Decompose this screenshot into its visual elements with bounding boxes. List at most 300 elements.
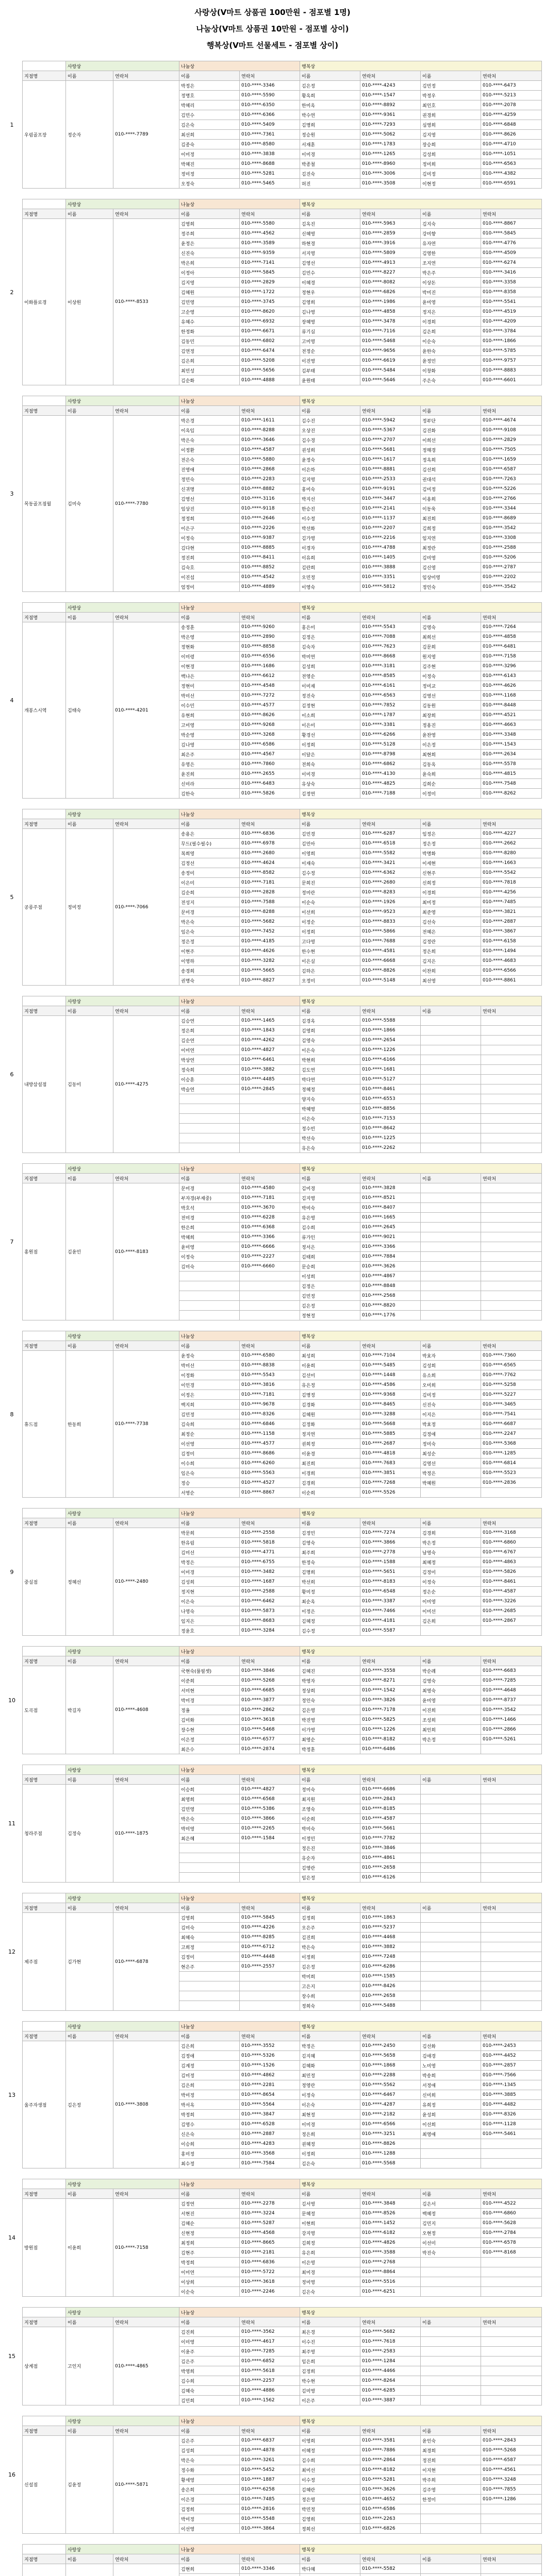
store-section bbox=[2, 2179, 545, 2297]
winner-phone-cell: 010-****-5665 bbox=[240, 966, 300, 976]
winner-phone-cell: 010-****-6846 bbox=[240, 1419, 300, 1429]
winner-name-cell: 김연정 bbox=[179, 346, 240, 356]
winner-name-cell: 정현미 bbox=[179, 681, 240, 691]
column-header-store: 지점명 bbox=[23, 1341, 66, 1351]
winner-name-cell: 박수연 bbox=[300, 110, 360, 120]
winner-name-cell: 최은경 bbox=[300, 2327, 360, 2337]
winner-phone-cell: 010-****-5062 bbox=[360, 130, 421, 140]
winner-name-cell: 김성희 bbox=[421, 1361, 481, 1370]
winner-phone-cell: 010-****-9757 bbox=[481, 356, 542, 366]
winner-phone-cell: 010-****-8620 bbox=[240, 307, 300, 317]
winner-phone-cell: 010-****-2583 bbox=[360, 2347, 421, 2357]
winner-phone-cell: 010-****-3416 bbox=[481, 268, 542, 278]
winner-phone-cell: 010-****-8288 bbox=[240, 426, 300, 435]
winner-name-cell: 조지연 bbox=[421, 258, 481, 268]
winner-name-cell bbox=[421, 1814, 481, 1824]
winner-name-cell: 김민정 bbox=[300, 1291, 360, 1301]
winner-name-cell: 김민수 bbox=[179, 110, 240, 120]
winner-phone-cell: 010-****-1986 bbox=[360, 297, 421, 307]
header-sarang: 사랑상 bbox=[66, 2416, 179, 2426]
winner-name-cell: 윤한숙 bbox=[421, 346, 481, 356]
winner-phone-cell: 010-****-6260 bbox=[240, 1459, 300, 1468]
store-name: 도곡점 bbox=[23, 1666, 66, 1754]
winner-name-cell: 정수빈 bbox=[300, 1124, 360, 1133]
winner-phone-cell bbox=[481, 1814, 542, 1824]
section-number: 11 bbox=[8, 1820, 15, 1827]
winner-phone-cell: 010-****-4283 bbox=[240, 2139, 300, 2149]
winner-name-cell: 김정애 bbox=[179, 2051, 240, 2061]
winner-name-cell: 최성희 bbox=[300, 1351, 360, 1361]
winner-phone-cell: 010-****-8264 bbox=[360, 2376, 421, 2386]
winner-name-cell: 김정민 bbox=[300, 1528, 360, 1538]
winner-phone-cell: 010-****-3381 bbox=[360, 720, 421, 730]
store-section bbox=[2, 1508, 545, 1636]
section-number-cell bbox=[2, 1508, 22, 1636]
sarang-winner-phone: 010-****-4201 bbox=[113, 622, 179, 799]
winner-name-cell: 이재숙 bbox=[300, 858, 360, 868]
winner-name-cell: 최선희 bbox=[179, 130, 240, 140]
winner-phone-cell: 010-****-5628 bbox=[481, 2218, 542, 2228]
winner-phone-cell: 010-****-2766 bbox=[481, 494, 542, 504]
section-number: 2 bbox=[10, 289, 14, 296]
table-row bbox=[23, 2564, 542, 2574]
header-blank-cell bbox=[23, 61, 66, 71]
winner-name-cell: 임은희 bbox=[300, 2357, 360, 2366]
header-group-row bbox=[23, 996, 542, 1006]
winner-name-cell: 정진희 bbox=[179, 553, 240, 563]
winner-name-cell: 윤미영 bbox=[179, 1242, 240, 1252]
winner-name-cell: 김미정 bbox=[421, 484, 481, 494]
winner-name-cell: 황옥희 bbox=[300, 91, 360, 100]
winner-phone-cell: 010-****-8838 bbox=[240, 1361, 300, 1370]
winner-name-cell: 김진희 bbox=[179, 2327, 240, 2337]
winner-name-cell bbox=[421, 1981, 481, 1991]
winner-name-cell: 이선영 bbox=[179, 2524, 240, 2534]
column-header-name: 이름 bbox=[300, 2031, 360, 2041]
winner-name-cell: 박은경 bbox=[179, 416, 240, 426]
winner-phone-cell: 010-****-7860 bbox=[240, 759, 300, 769]
winner-phone-cell bbox=[481, 1626, 542, 1636]
winner-phone-cell: 010-****-6860 bbox=[481, 1538, 542, 1548]
winner-name-cell: 한미옥 bbox=[300, 100, 360, 110]
section-number: 8 bbox=[10, 1411, 14, 1418]
winner-phone-cell: 010-****-2262 bbox=[360, 1143, 421, 1153]
winner-phone-cell: 010-****-4209 bbox=[481, 317, 542, 327]
column-header-phone: 연락처 bbox=[360, 613, 421, 622]
winner-phone-cell bbox=[240, 2574, 300, 2576]
winner-phone-cell: 010-****-4827 bbox=[240, 1045, 300, 1055]
section-body bbox=[22, 1893, 542, 2011]
winner-name-cell: 이정숙 bbox=[179, 1252, 240, 1262]
winner-name-cell: 김순희 bbox=[179, 888, 240, 897]
section-number-cell bbox=[2, 1163, 22, 1320]
winner-phone-cell: 010-****-8626 bbox=[481, 130, 542, 140]
column-header-name: 이름 bbox=[300, 819, 360, 829]
header-haengbok: 행복상 bbox=[300, 1331, 542, 1341]
winner-phone-cell: 010-****-3916 bbox=[360, 239, 421, 248]
winner-name-cell: 김승연 bbox=[179, 1016, 240, 1026]
winner-phone-cell: 010-****-1226 bbox=[360, 1725, 421, 1735]
header-haengbok: 행복상 bbox=[300, 2545, 542, 2554]
winner-name-cell: 이은정 bbox=[421, 740, 481, 750]
winner-phone-cell: 010-****-8185 bbox=[360, 1804, 421, 1814]
winner-name-cell: 김수희 bbox=[300, 2455, 360, 2465]
table-row bbox=[23, 1528, 542, 1538]
winner-name-cell: 전정순 bbox=[300, 346, 360, 356]
winner-name-cell: 이정희 bbox=[300, 927, 360, 937]
winner-phone-cell: 010-****-2557 bbox=[240, 1962, 300, 1972]
winner-name-cell: 김수희 bbox=[300, 1223, 360, 1232]
column-header-phone: 연락처 bbox=[240, 209, 300, 219]
header-blank-cell bbox=[23, 2416, 66, 2426]
winner-name-cell: 김명정 bbox=[300, 1390, 360, 1400]
winner-phone-cell: 010-****-3589 bbox=[240, 239, 300, 248]
winner-phone-cell: 010-****-4262 bbox=[240, 1036, 300, 1045]
winner-phone-cell: 010-****-8867 bbox=[240, 1488, 300, 1498]
winner-phone-cell: 010-****-4889 bbox=[240, 582, 300, 592]
column-header-phone: 연락처 bbox=[481, 613, 542, 622]
winner-phone-cell: 010-****-4858 bbox=[481, 632, 542, 642]
column-header-phone: 연락처 bbox=[113, 2189, 179, 2199]
winner-phone-cell: 010-****-2887 bbox=[481, 917, 542, 927]
winner-phone-cell: 010-****-6258 bbox=[240, 2485, 300, 2495]
winner-phone-cell: 010-****-5568 bbox=[360, 2159, 421, 2168]
winner-name-cell bbox=[421, 1873, 481, 1883]
winner-name-cell: 김명희 bbox=[300, 1567, 360, 1577]
winner-name-cell bbox=[421, 1075, 481, 1084]
winner-phone-cell bbox=[240, 1272, 300, 1281]
winner-phone-cell bbox=[240, 1981, 300, 1991]
winner-name-cell: 이정은 bbox=[179, 1390, 240, 1400]
winner-name-cell bbox=[421, 1084, 481, 1094]
column-header-phone: 연락처 bbox=[240, 1006, 300, 1016]
winner-phone-cell: 010-****-7485 bbox=[481, 897, 542, 907]
winner-phone-cell: 010-****-6619 bbox=[360, 356, 421, 366]
store-name: 신설점 bbox=[23, 2436, 66, 2534]
winner-name-cell: 한정화 bbox=[179, 327, 240, 336]
section-body bbox=[22, 61, 542, 189]
winner-phone-cell: 010-****-3626 bbox=[360, 1262, 421, 1272]
winner-name-cell: 박다연 bbox=[300, 1075, 360, 1084]
sarang-winner-phone: 010-****-5871 bbox=[113, 2436, 179, 2534]
winner-name-cell: 박은주 bbox=[421, 268, 481, 278]
winner-phone-cell: 010-****-5963 bbox=[360, 219, 421, 229]
winner-name-cell: 이진영 bbox=[300, 356, 360, 366]
winner-name-cell: 백나은 bbox=[179, 671, 240, 681]
section-body bbox=[22, 1331, 542, 1498]
column-header-phone: 연락처 bbox=[360, 1174, 421, 1183]
column-header-phone: 연락처 bbox=[360, 2426, 421, 2436]
sarang-winner-name: 고인지 bbox=[66, 2327, 113, 2405]
winner-name-cell: 최장희 bbox=[421, 710, 481, 720]
winner-phone-cell: 010-****-6802 bbox=[240, 336, 300, 346]
winner-phone-cell: 010-****-6368 bbox=[240, 1223, 300, 1232]
column-header-phone: 연락처 bbox=[240, 1903, 300, 1913]
winner-phone-cell: 010-****-2857 bbox=[481, 2061, 542, 2071]
winner-phone-cell: 010-****-4815 bbox=[481, 769, 542, 779]
winner-phone-cell: 010-****-1466 bbox=[481, 1715, 542, 1725]
table-row bbox=[23, 1351, 542, 1361]
winner-name-cell: 김지영 bbox=[300, 474, 360, 484]
winner-phone-cell bbox=[481, 1843, 542, 1853]
winner-phone-cell: 010-****-1843 bbox=[240, 1026, 300, 1036]
winner-phone-cell: 010-****-5367 bbox=[360, 426, 421, 435]
winner-phone-cell: 010-****-8521 bbox=[360, 1193, 421, 1203]
winner-name-cell: 정현정 bbox=[300, 1311, 360, 1320]
column-header-name: 이름 bbox=[421, 1903, 481, 1913]
sarang-winner-phone: 010-****-3808 bbox=[113, 2041, 179, 2168]
winner-phone-cell: 010-****-2784 bbox=[481, 2228, 542, 2238]
winner-name-cell bbox=[421, 1045, 481, 1055]
winner-phone-cell bbox=[481, 2514, 542, 2524]
winner-name-cell: 박호석 bbox=[179, 1203, 240, 1213]
winner-name-cell: 복희영 bbox=[179, 849, 240, 858]
winner-phone-cell: 010-****-3568 bbox=[240, 2149, 300, 2159]
winner-phone-cell: 010-****-4226 bbox=[240, 1923, 300, 1933]
winner-name-cell: 박미선 bbox=[179, 691, 240, 701]
winner-name-cell bbox=[421, 1291, 481, 1301]
winner-name-cell: 윤진희 bbox=[179, 769, 240, 779]
winner-name-cell: 신희정 bbox=[421, 878, 481, 888]
winner-phone-cell: 010-****-3251 bbox=[360, 2129, 421, 2139]
winner-name-cell: 서현진 bbox=[179, 2209, 240, 2218]
column-header-store: 지점명 bbox=[23, 1006, 66, 1016]
column-header-name: 이름 bbox=[300, 71, 360, 81]
winner-name-cell: 정은정 bbox=[179, 937, 240, 946]
winner-name-cell: 윤찬영 bbox=[421, 730, 481, 740]
winner-name-cell: 황세영 bbox=[179, 2475, 240, 2485]
winner-name-cell: 김다현 bbox=[179, 543, 240, 553]
winner-name-cell: 박정우 bbox=[421, 91, 481, 100]
section-number-cell bbox=[2, 2021, 22, 2168]
winner-phone-cell: 010-****-1562 bbox=[240, 2396, 300, 2405]
winner-name-cell: 김민경 bbox=[300, 829, 360, 839]
winner-name-cell bbox=[179, 1843, 240, 1853]
section-body bbox=[22, 1646, 542, 1754]
winner-phone-cell: 010-****-5845 bbox=[481, 229, 542, 239]
section-body bbox=[22, 602, 542, 799]
winner-phone-cell: 010-****-7188 bbox=[360, 789, 421, 799]
winner-name-cell: 최현정 bbox=[300, 2110, 360, 2120]
column-header-phone: 연락처 bbox=[360, 2031, 421, 2041]
winner-phone-cell: 010-****-2588 bbox=[240, 1587, 300, 1597]
winner-name-cell: 이경희 bbox=[300, 1468, 360, 1478]
winner-phone-cell: 010-****-7541 bbox=[481, 1410, 542, 1419]
header-group-row bbox=[23, 2022, 542, 2031]
winner-name-cell: 김정선 bbox=[179, 858, 240, 868]
winner-phone-cell: 010-****-8864 bbox=[360, 2267, 421, 2277]
winner-phone-cell: 010-****-3248 bbox=[481, 2475, 542, 2485]
winner-name-cell: 최혜정 bbox=[421, 1557, 481, 1567]
winner-phone-cell bbox=[481, 1094, 542, 1104]
column-header-name: 이름 bbox=[179, 2031, 240, 2041]
header-group-row bbox=[23, 2179, 542, 2189]
winner-name-cell bbox=[179, 1981, 240, 1991]
column-header-store: 지점명 bbox=[23, 1656, 66, 1666]
winner-phone-cell: 010-****-4826 bbox=[360, 2238, 421, 2248]
winner-phone-cell: 010-****-4448 bbox=[240, 1952, 300, 1962]
winner-name-cell: 김태희 bbox=[300, 1252, 360, 1262]
winner-phone-cell: 010-****-4519 bbox=[481, 307, 542, 317]
sarang-winner-name: 김정숙 bbox=[66, 1785, 113, 1883]
winner-table bbox=[22, 1163, 542, 1320]
winner-phone-cell: 010-****-3447 bbox=[360, 494, 421, 504]
winner-phone-cell: 010-****-8183 bbox=[360, 1577, 421, 1587]
winner-phone-cell: 010-****-1665 bbox=[360, 1213, 421, 1223]
winner-name-cell: 김지숙 bbox=[421, 219, 481, 229]
winner-phone-cell: 010-****-2787 bbox=[481, 563, 542, 572]
column-header-name: 이름 bbox=[66, 406, 113, 416]
winner-name-cell: 김은희 bbox=[421, 327, 481, 336]
column-header-phone: 연락처 bbox=[360, 1656, 421, 1666]
winner-phone-cell: 010-****-9260 bbox=[240, 622, 300, 632]
winner-phone-cell: 010-****-3745 bbox=[240, 297, 300, 307]
winner-name-cell: 김민지 bbox=[421, 2218, 481, 2228]
winner-name-cell: 최은수 bbox=[179, 1744, 240, 1754]
winner-phone-cell: 010-****-4568 bbox=[240, 2228, 300, 2238]
winner-name-cell: 김동민 bbox=[179, 336, 240, 346]
column-header-name: 이름 bbox=[66, 613, 113, 622]
winner-phone-cell: 010-****-8407 bbox=[360, 1203, 421, 1213]
store-name bbox=[23, 2564, 66, 2576]
winner-phone-cell: 010-****-5722 bbox=[240, 2267, 300, 2277]
winner-phone-cell: 010-****-8852 bbox=[240, 563, 300, 572]
winner-name-cell: 박미선 bbox=[179, 1361, 240, 1370]
winner-name-cell: 윤숙희 bbox=[421, 769, 481, 779]
column-header-phone: 연락처 bbox=[360, 819, 421, 829]
winner-phone-cell bbox=[481, 1124, 542, 1133]
header-blank-cell bbox=[23, 2308, 66, 2317]
column-header-store: 지점명 bbox=[23, 406, 66, 416]
winner-phone-cell: 010-****-3351 bbox=[360, 572, 421, 582]
section-body bbox=[22, 1163, 542, 1320]
winner-name-cell bbox=[421, 1794, 481, 1804]
header-column-row bbox=[23, 1656, 542, 1666]
winner-phone-cell: 010-****-3558 bbox=[360, 1666, 421, 1676]
winner-name-cell: 김혜원 bbox=[179, 287, 240, 297]
column-header-name: 이름 bbox=[300, 1174, 360, 1183]
winner-name-cell: 조성희 bbox=[421, 1715, 481, 1725]
winner-phone-cell: 010-****-6461 bbox=[240, 1055, 300, 1065]
winner-phone-cell: 010-****-4227 bbox=[481, 829, 542, 839]
winner-phone-cell: 010-****-2568 bbox=[360, 1291, 421, 1301]
column-header-phone: 연락처 bbox=[481, 2031, 542, 2041]
column-header-store: 지점명 bbox=[23, 1903, 66, 1913]
winner-name-cell: 이영숙 bbox=[300, 582, 360, 592]
winner-name-cell: 문승희 bbox=[300, 1262, 360, 1272]
winner-name-cell: 이은숙 bbox=[300, 2100, 360, 2110]
winner-name-cell bbox=[179, 1863, 240, 1873]
winner-name-cell bbox=[421, 1262, 481, 1272]
winner-name-cell: 송경희 bbox=[179, 966, 240, 976]
winner-name-cell: 윤원태 bbox=[300, 376, 360, 385]
winner-phone-cell: 010-****-3308 bbox=[481, 533, 542, 543]
winner-name-cell: 김영한 bbox=[421, 248, 481, 258]
header-group-row bbox=[23, 2545, 542, 2554]
winner-phone-cell: 010-****-2588 bbox=[481, 543, 542, 553]
winner-phone-cell: 010-****-5681 bbox=[360, 445, 421, 455]
winner-phone-cell: 010-****-2887 bbox=[240, 2129, 300, 2139]
winner-phone-cell: 010-****-8856 bbox=[360, 1104, 421, 1114]
winner-phone-cell bbox=[240, 1094, 300, 1104]
winner-phone-cell: 010-****-5682 bbox=[360, 2327, 421, 2337]
winner-name-cell: 이순숙 bbox=[421, 336, 481, 346]
winner-phone-cell: 010-****-3542 bbox=[481, 582, 542, 592]
winner-phone-cell: 010-****-6286 bbox=[360, 1962, 421, 1972]
winner-name-cell: 이정희 bbox=[300, 740, 360, 750]
winner-phone-cell bbox=[481, 2396, 542, 2405]
winner-phone-cell: 010-****-6587 bbox=[481, 465, 542, 474]
winner-phone-cell: 010-****-9361 bbox=[360, 110, 421, 120]
winner-name-cell: 오정숙 bbox=[179, 179, 240, 189]
winner-phone-cell: 010-****-5845 bbox=[240, 268, 300, 278]
winner-name-cell: 김정화 bbox=[300, 1419, 360, 1429]
winner-name-cell: 김미숙 bbox=[179, 1923, 240, 1933]
winner-phone-cell: 010-****-2859 bbox=[360, 229, 421, 239]
column-header-phone: 연락처 bbox=[360, 209, 421, 219]
winner-name-cell: 정미숙 bbox=[300, 1785, 360, 1794]
winner-name-cell: 박미영 bbox=[179, 1824, 240, 1834]
winner-name-cell: 이진섭 bbox=[179, 572, 240, 582]
winner-name-cell: 김명희 bbox=[300, 120, 360, 130]
column-header-phone: 연락처 bbox=[113, 1775, 179, 1785]
winner-name-cell: 이은미 bbox=[179, 878, 240, 888]
winner-phone-cell: 010-****-4587 bbox=[240, 445, 300, 455]
winner-phone-cell: 010-****-6568 bbox=[240, 1794, 300, 1804]
winner-phone-cell: 010-****-4580 bbox=[240, 1183, 300, 1193]
winner-phone-cell: 010-****-4509 bbox=[481, 248, 542, 258]
column-header-phone: 연락처 bbox=[240, 2554, 300, 2564]
winner-name-cell: 김진화 bbox=[421, 426, 481, 435]
winner-phone-cell: 010-****-2680 bbox=[240, 849, 300, 858]
section-number-cell bbox=[2, 2416, 22, 2534]
winner-name-cell: 정윤호 bbox=[179, 1626, 240, 1636]
winner-phone-cell: 010-****-6556 bbox=[240, 652, 300, 662]
winner-phone-cell bbox=[481, 2386, 542, 2396]
winner-name-cell: 최정순 bbox=[179, 1429, 240, 1439]
header-haengbok: 행복상 bbox=[300, 2308, 542, 2317]
winner-phone-cell: 010-****-6563 bbox=[360, 691, 421, 701]
winner-phone-cell bbox=[481, 1075, 542, 1084]
winner-name-cell: 신현정 bbox=[179, 2228, 240, 2238]
header-group-row bbox=[23, 1765, 542, 1775]
winner-name-cell: 정숙희 bbox=[179, 1065, 240, 1075]
winner-name-cell: 최성순 bbox=[421, 1449, 481, 1459]
header-blank-cell bbox=[23, 809, 66, 819]
winner-phone-cell: 010-****-4548 bbox=[240, 681, 300, 691]
winner-phone-cell: 010-****-2216 bbox=[360, 533, 421, 543]
winner-name-cell: 정은희 bbox=[421, 946, 481, 956]
winner-phone-cell: 010-****-8461 bbox=[481, 1577, 542, 1587]
winner-name-cell: 박미정 bbox=[179, 2514, 240, 2524]
winner-phone-cell: 010-****-6852 bbox=[240, 2357, 300, 2366]
store-name: 청라주점 bbox=[23, 1785, 66, 1883]
winner-phone-cell: 010-****-8283 bbox=[360, 888, 421, 897]
winner-phone-cell: 010-****-5826 bbox=[240, 789, 300, 799]
winner-name-cell: 서미현 bbox=[179, 1686, 240, 1696]
section-number: 14 bbox=[8, 2234, 15, 2241]
section-body bbox=[22, 2307, 542, 2405]
winner-phone-cell: 010-****-3864 bbox=[240, 2524, 300, 2534]
header-column-row bbox=[23, 2554, 542, 2564]
winner-name-cell: 박수현 bbox=[300, 2376, 360, 2386]
winner-phone-cell: 010-****-1526 bbox=[240, 2061, 300, 2071]
winner-name-cell: 오현정 bbox=[421, 2228, 481, 2238]
winner-name-cell bbox=[421, 2149, 481, 2159]
winner-name-cell: 최수정 bbox=[179, 2159, 240, 2168]
sarang-winner-name: 김윤정 bbox=[66, 2436, 113, 2534]
winner-name-cell bbox=[421, 1824, 481, 1834]
